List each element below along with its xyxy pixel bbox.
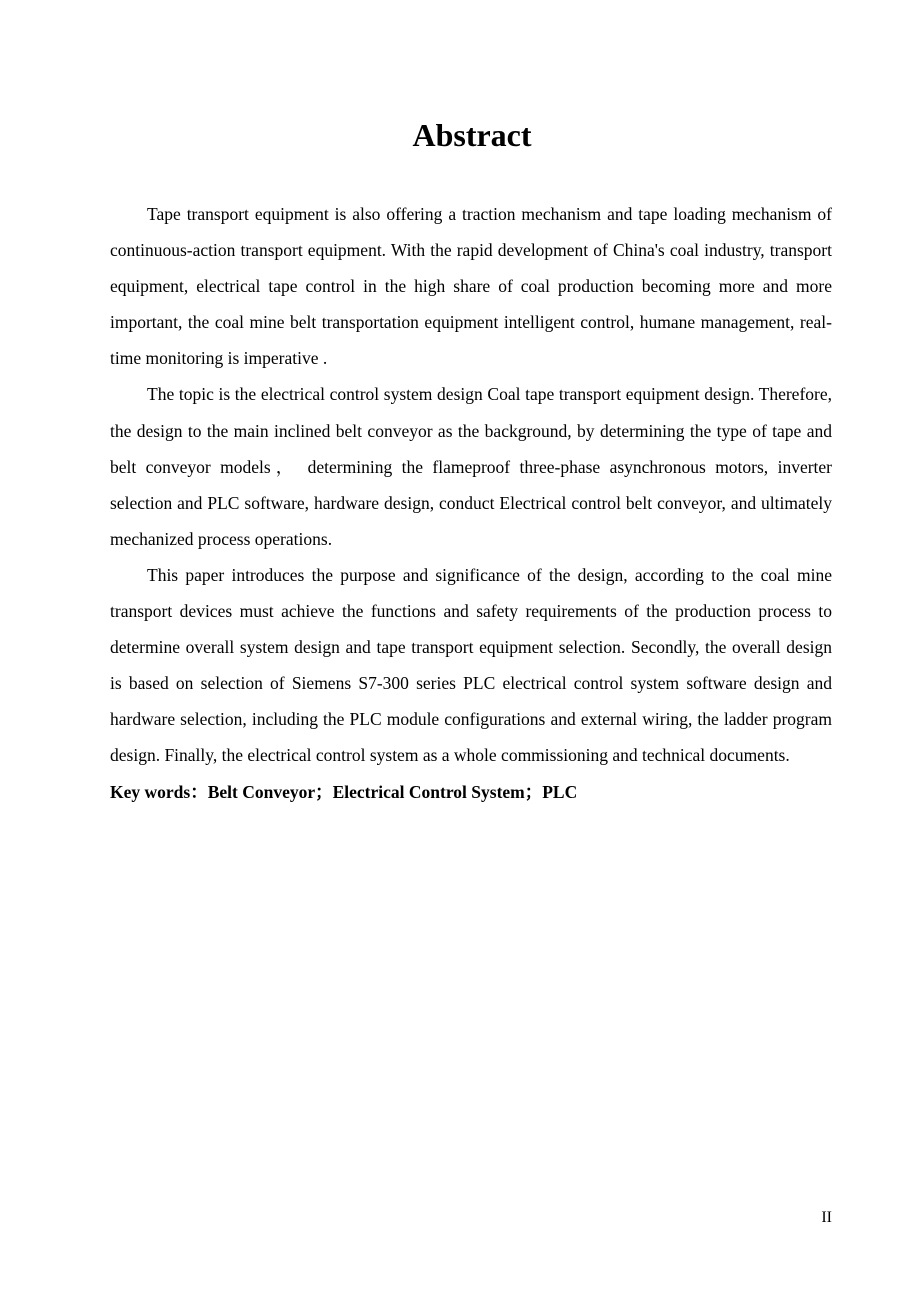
page-number: II <box>821 1209 832 1226</box>
keywords-line: Key words：Belt Conveyor；Electrical Control System；PLC <box>110 781 578 802</box>
page-title: Abstract <box>412 117 532 153</box>
abstract-body <box>110 196 832 810</box>
abstract-paragraph-1: Tape transport equipment is also offering a traction mechanism and tape loading mechanism of continuous-action transport equipment. With the rapid development of China's coal industry, transport equipment, electrical tape control in the high share of coal production becoming more and more important, the coal mine belt transportation equipment intelligent control, humane management, real-time monitoring is imperative . <box>110 204 832 369</box>
abstract-paragraph-3: This paper introduces the purpose and significance of the design, according to the coal mine transport devices must achieve the functions and safety requirements of the production process to determine overall system design and tape transport equipment selection. Secondly, the overall design is based on selection of Siemens S7-300 series PLC electrical control system software design and hardware selection, including the PLC module configurations and external wiring, the ladder program design. Finally, the electrical control system as a whole commissioning and technical documents. <box>110 564 832 766</box>
abstract-paragraph-2: The topic is the electrical control system design Coal tape transport equipment design. Therefore, the design to the main inclined belt conveyor as the background, by determining the type of tape and belt conveyor models， determining the flameproof three-phase asynchronous motors, inverter selection and PLC software, hardware design, conduct Electrical control belt conveyor, and ultimately mechanized process operations. <box>110 384 832 549</box>
